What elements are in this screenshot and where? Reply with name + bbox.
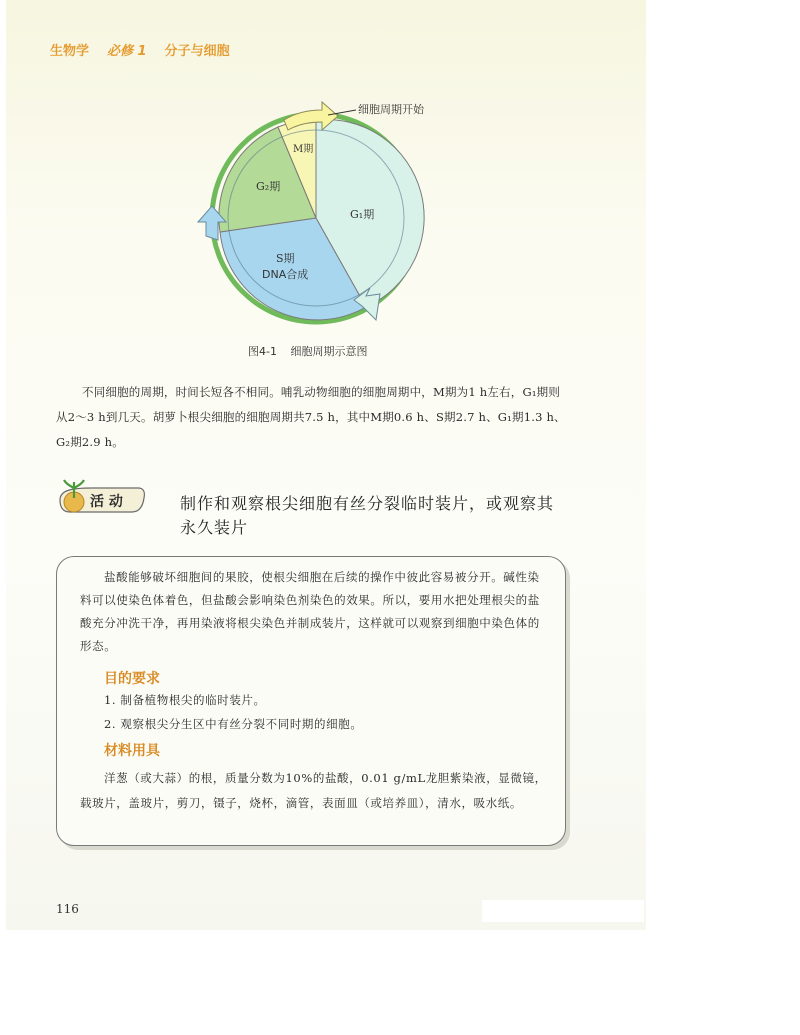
materials-heading: 材料用具 — [104, 743, 160, 759]
activity-title: 制作和观察根尖细胞有丝分裂临时装片，或观察其永久装片 — [180, 494, 555, 537]
goal-item-2: 2. 观察根尖分生区中有丝分裂不同时期的细胞。 — [104, 717, 363, 731]
page-number: 116 — [56, 902, 79, 916]
m-phase-label: M期 — [293, 144, 314, 155]
cell-cycle-diagram — [0, 0, 800, 340]
start-label: 细胞周期开始 — [358, 103, 424, 116]
activity-intro: 盐酸能够破坏细胞间的果胶，使根尖细胞在后续的操作中彼此容易被分开。碱性染料可以使染色体着色，但盐酸会影响染色剂染色的效果。所以，要用水把处理根尖的盐酸充分冲洗干净，再用染液将根尖染色并制成装片，这样就可以观察到细胞中染色体的形态。 — [80, 570, 540, 653]
figure-caption — [248, 343, 377, 359]
figure-number: 图4-1 — [248, 345, 277, 358]
header-book: 必修 1 — [107, 44, 147, 59]
g1-phase-label: G₁期 — [350, 208, 375, 221]
figure-title: 细胞周期示意图 — [290, 345, 368, 358]
s-phase-sublabel: DNA合成 — [262, 268, 309, 281]
header-subject: 生物学 — [50, 44, 90, 59]
body-paragraph: 不同细胞的周期，时间长短各不相同。哺乳动物细胞的细胞周期中，M期为1 h左右，G₁期则从2～3 h到几天。胡萝卜根尖细胞的细胞周期共7.5 h，其中M期0.6 h、S期2.7 h、G₁期1.3 h、G₂期2.9 h。 — [56, 385, 566, 449]
header-topic: 分子与细胞 — [164, 44, 230, 59]
g2-phase-label: G₂期 — [256, 180, 281, 193]
blank-patch — [482, 900, 644, 922]
materials-text: 洋葱（或大蒜）的根，质量分数为10%的盐酸，0.01 g/mL龙胆紫染液，显微镜，载玻片，盖玻片，剪刀，镊子，烧杯，滴管，表面皿（或培养皿），清水，吸水纸。 — [80, 771, 547, 810]
activity-badge — [52, 478, 148, 518]
activity-badge-label: 活 动 — [90, 494, 123, 510]
goal-item-1: 1. 制备植物根尖的临时装片。 — [104, 693, 266, 707]
goals-heading: 目的要求 — [104, 671, 160, 687]
s-phase-label: S期 — [276, 252, 295, 265]
